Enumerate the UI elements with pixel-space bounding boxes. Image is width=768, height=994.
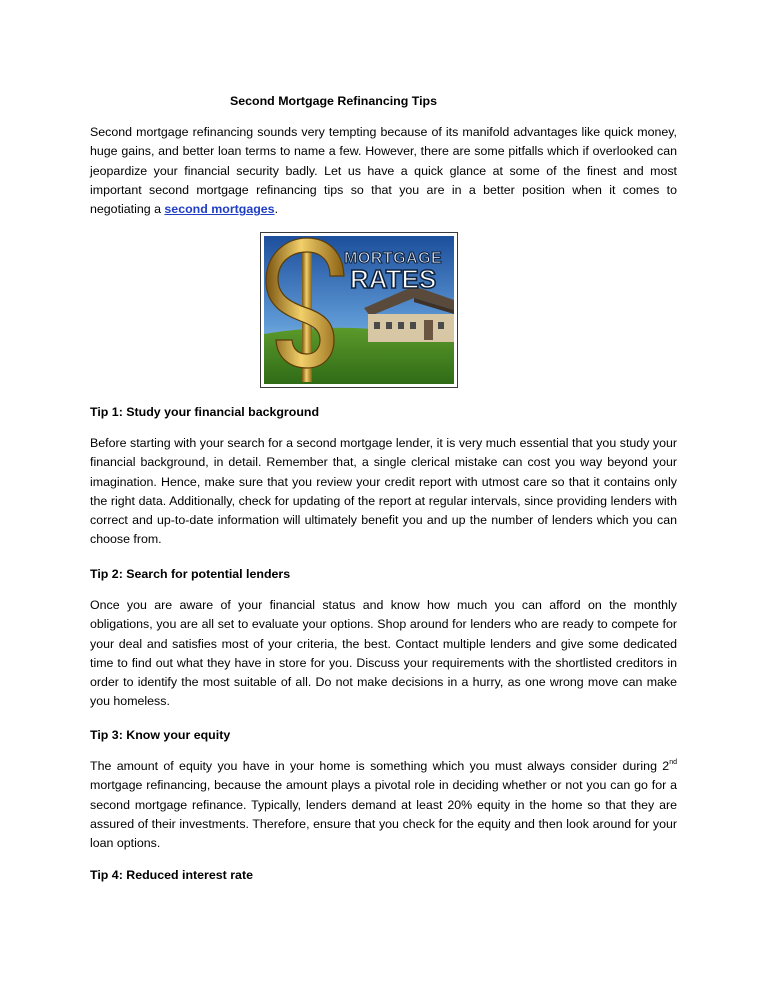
second-mortgages-link[interactable]: second mortgages [164, 202, 275, 217]
page-title: Second Mortgage Refinancing Tips [230, 94, 437, 108]
intro-period: . [274, 202, 279, 217]
mortgage-rates-image [260, 232, 458, 388]
image-caption-line1: MORTGAGE [344, 250, 443, 267]
tip-4-heading: Tip 4: Reduced interest rate [90, 868, 253, 882]
tip-3-body [90, 757, 677, 853]
tip-1-body: Before starting with your search for a second mortgage lender, it is very much essential that you study your financial background, in detail. Remember that, a single clerical mistake can cost you way beyond your imagination. Hence, make sure that you review your credit report with utmost care so that it contains only the right data. Additionally, check for updating of the report at regular intervals, since providing lenders with correct and up-to-date information will ultimately benefit you and up the number of lenders which you can choose from. [90, 436, 677, 547]
dollar-sign-house-icon [264, 236, 454, 384]
intro-paragraph [90, 123, 677, 219]
image-caption-line2: RATES [350, 264, 437, 294]
tip-3-body-end: mortgage refinancing, because the amount plays a pivotal role in deciding whether or not you can go for a second mortgage refinance. Typically, lenders demand at least 20% equity in the home so that they are assured of their investments. Therefore, ensure that you check for the equity and then look around for your loan options. [90, 778, 677, 851]
intro-text: Second mortgage refinancing sounds very tempting because of its manifold advantages like quick money, huge gains, and better loan terms to name a few. However, there are some pitfalls which if overlooked can jeopardize your financial security badly. Let us have a quick glance at some of the finest and most important second mortgage refinancing tips so that you are in a better position when it comes to negotiating a [90, 125, 677, 217]
tip-1-heading: Tip 1: Study your financial background [90, 405, 320, 419]
tip-3-heading: Tip 3: Know your equity [90, 728, 231, 742]
tip-3-body-start: The amount of equity you have in your home is something which you must always consider during 2 [90, 759, 670, 773]
tip-2-body: Once you are aware of your financial status and know how much you can afford on the monthly obligations, you are all set to evaluate your options. Shop around for lenders who are ready to compete for your deal and satisfies most of your criteria, the best. Contact multiple lenders and give some dedicated time to find out what they have in store for you. Discuss your requirements with the shortlisted creditors in order to identify the most suitable of all. Do not make decisions in a hurry, as one wrong move can make you homeless. [90, 598, 677, 709]
ordinal-suffix: nd [669, 759, 677, 766]
tip-2-heading: Tip 2: Search for potential lenders [90, 567, 291, 581]
